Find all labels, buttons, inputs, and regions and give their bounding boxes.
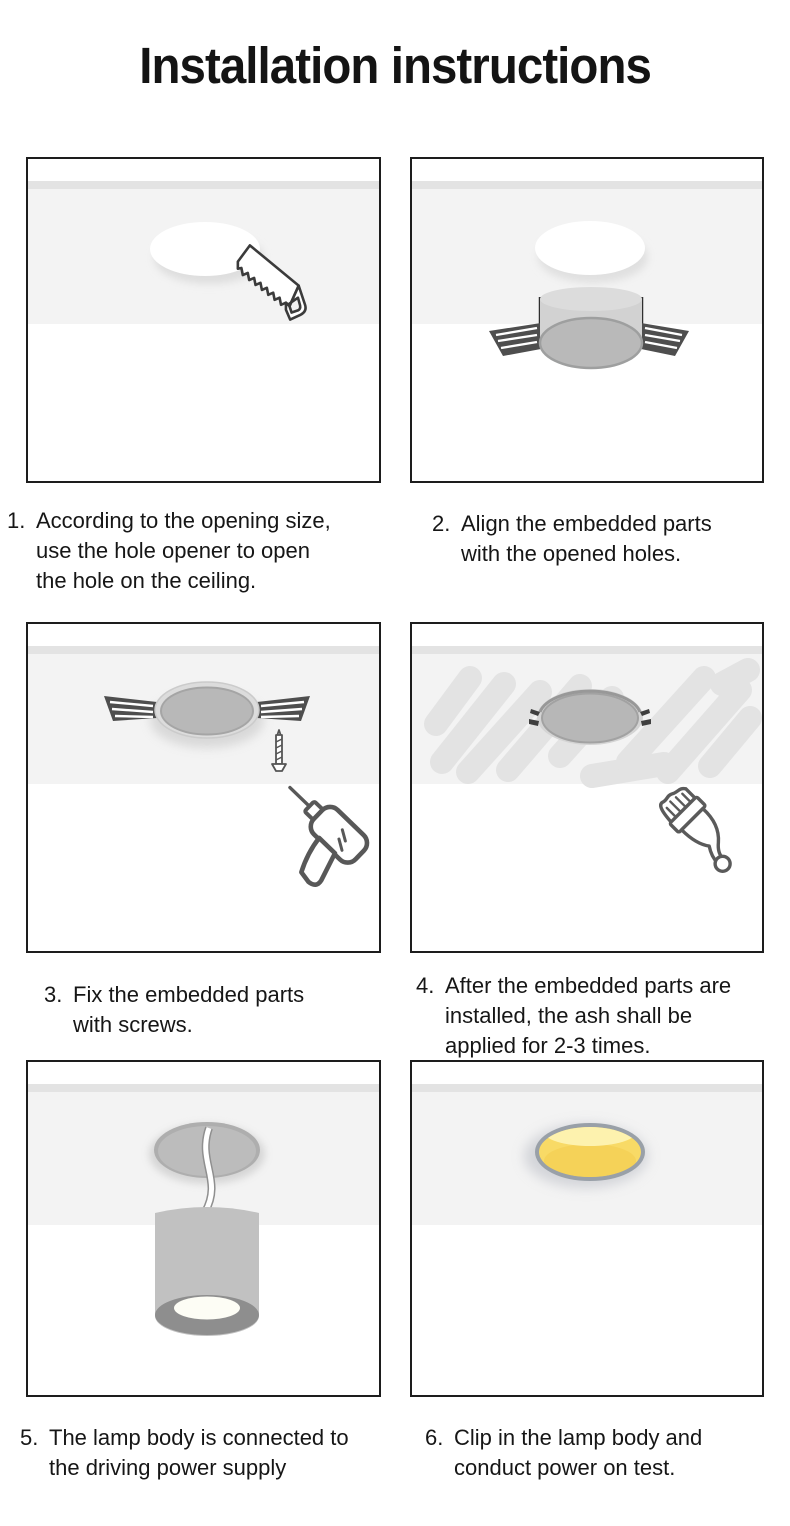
step6-illustration [412,1062,762,1395]
caption-line: After the embedded parts are [445,973,732,998]
paint-brush-icon [655,782,748,875]
spring-clip-right [641,323,689,356]
caption-line: with screws. [73,1012,193,1037]
part-bottom-face [540,318,642,368]
caption-line: The lamp body is connected to [49,1425,349,1450]
hand-saw-icon [231,241,314,324]
spring-clip-right [257,696,310,721]
drill-icon [252,775,372,894]
step1-caption [7,506,331,596]
step5-panel [26,1060,381,1397]
spring-clip-left [104,696,157,721]
step3-caption [44,980,304,1040]
step1-panel [26,157,381,483]
step3-number: 3. [44,982,63,1007]
caption-line: Fix the embedded parts [73,982,305,1007]
caption-line: applied for 2-3 times. [445,1033,651,1058]
step1-number: 1. [7,508,26,533]
caption-line: Align the embedded parts [461,511,712,536]
step6-caption [425,1423,702,1483]
step2-illustration [412,159,762,481]
caption-line: the driving power supply [49,1455,287,1480]
page-title [0,36,790,95]
caption-line: with the opened holes. [461,541,682,566]
screw-icon [272,730,286,771]
step6-number: 6. [425,1425,444,1450]
embedded-part-with-spring-clips [489,287,689,368]
step1-illustration [28,159,379,481]
step5-caption [20,1423,349,1483]
ceiling-cut-hole [535,221,645,275]
step2-caption [432,509,712,569]
step3-illustration [28,624,379,951]
step2-panel [410,157,764,483]
embedded-part-installed [155,682,259,738]
step4-panel [410,622,764,953]
caption-line: According to the opening size, [36,508,331,533]
step5-illustration [28,1062,379,1395]
step4-caption [416,971,731,1061]
step4-illustration [412,624,762,951]
step5-number: 5. [20,1425,39,1450]
part-top-face [540,287,642,311]
caption-line: Clip in the lamp body and [454,1425,703,1450]
lamp-body-cylinder [155,1207,259,1336]
page-title-text: Installation instructions [139,37,651,94]
step6-panel [410,1060,764,1397]
caption-line: use the hole opener to open [36,538,311,563]
step4-number: 4. [416,973,435,998]
caption-line: the hole on the ceiling. [36,568,257,593]
embedded-part-plastered [537,689,643,745]
step3-panel [26,622,381,953]
lit-downlight [537,1116,643,1179]
step2-number: 2. [432,511,451,536]
caption-line: conduct power on test. [454,1455,676,1480]
lamp-lens [174,1297,240,1320]
spring-clip-left [489,323,541,356]
caption-line: installed, the ash shall be [445,1003,693,1028]
